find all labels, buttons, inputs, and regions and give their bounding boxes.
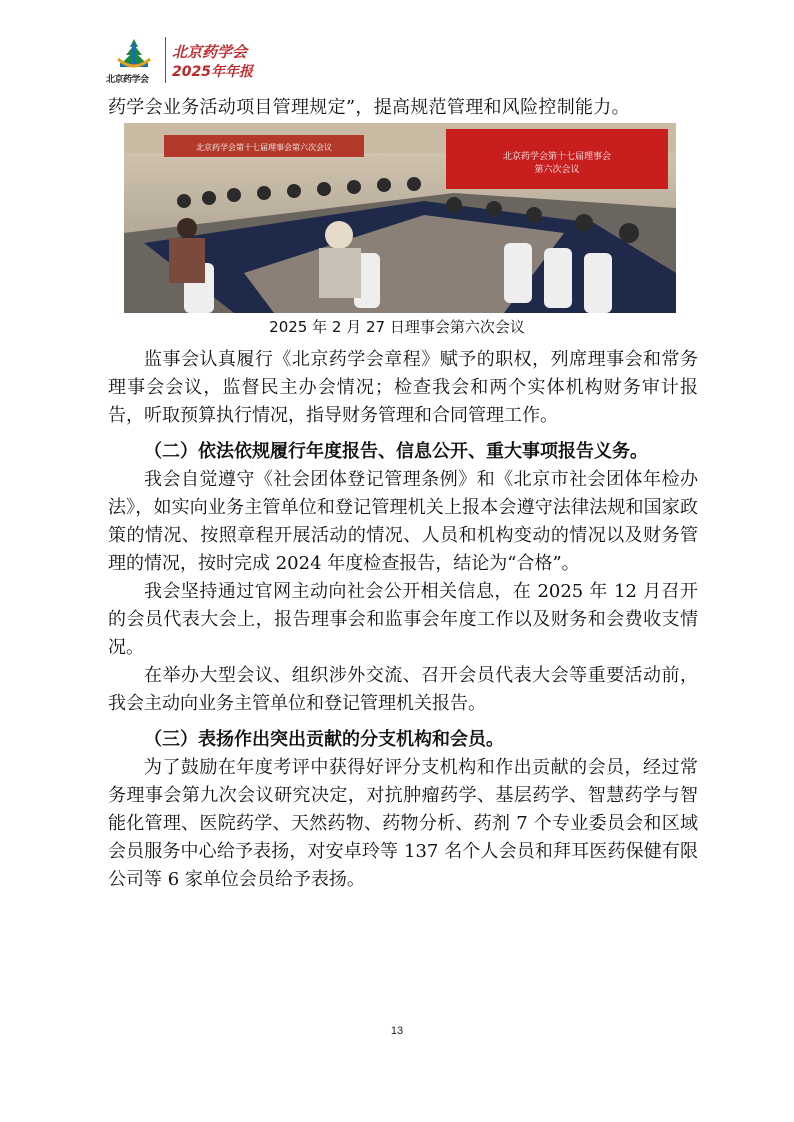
- section-heading-2: （二）依法依规履行年度报告、信息公开、重大事项报告义务。: [144, 441, 648, 462]
- paragraph-annual-inspection: 我会自觉遵守《社会团体登记管理条例》和《北京市社会团体年检办法》，如实向业务主管单位和登记管理机关上报本会遵守法律法规和国家政策的情况、按照章程开展活动的情况、人员和机构变动的情况以及财务管理的情况，按时完成 2024 年度检查报告，结论为“合格”。: [108, 469, 698, 574]
- screen-title-2: 第六次会议: [534, 165, 580, 175]
- body-content: [108, 346, 698, 894]
- header-subtitle: 2025年年报: [172, 64, 253, 80]
- header-divider: [165, 37, 166, 83]
- paragraph-supervisory: 监事会认真履行《北京药学会章程》赋予的职权，列席理事会和常务理事会会议，监督民主办会情况；检查我会和两个实体机构财务审计报告，听取预算执行情况，指导财务管理和合同管理工作。: [108, 349, 698, 426]
- paragraph-commendation: 为了鼓励在年度考评中获得好评分支机构和作出贡献的会员，经过常务理事会第九次会议研究决定，对抗肿瘤药学、基层药学、智慧药学与智能化管理、医院药学、天然药物、药物分析、药剂 7 个专业委员会和区域会员服务中心给予表扬，对安卓玲等 137 名个人会员和拜耳医药保健有限公司等 6 家单位会员给予表扬。: [108, 757, 698, 890]
- screen-title-1: 北京药学会第十七届理事会: [502, 152, 612, 162]
- banner-text: 北京药学会第十七届理事会第六次会议: [196, 143, 332, 152]
- section-heading-3: （三）表扬作出突出贡献的分支机构和会员。: [144, 729, 504, 750]
- page-number: 13: [390, 1025, 404, 1037]
- continuation-line: [108, 94, 698, 122]
- logo-caption: 北京药学会: [106, 75, 149, 85]
- paragraph-disclosure: 我会坚持通过官网主动向社会公开相关信息，在 2025 年 12 月召开的会员代表大会上，报告理事会和监事会年度工作以及财务和会费收支情况。: [108, 581, 698, 658]
- header-title: 北京药学会: [172, 43, 248, 61]
- continuation-text: 药学会业务活动项目管理规定”，提高规范管理和风险控制能力。: [108, 97, 630, 118]
- photo-caption: 2025 年 2 月 27 日理事会第六次会议: [269, 318, 525, 336]
- meeting-photo: [124, 123, 676, 313]
- paragraph-reporting: 在举办大型会议、组织涉外交流、召开会员代表大会等重要活动前，我会主动向业务主管单位和登记管理机关报告。: [108, 665, 698, 714]
- page-header: [108, 35, 308, 85]
